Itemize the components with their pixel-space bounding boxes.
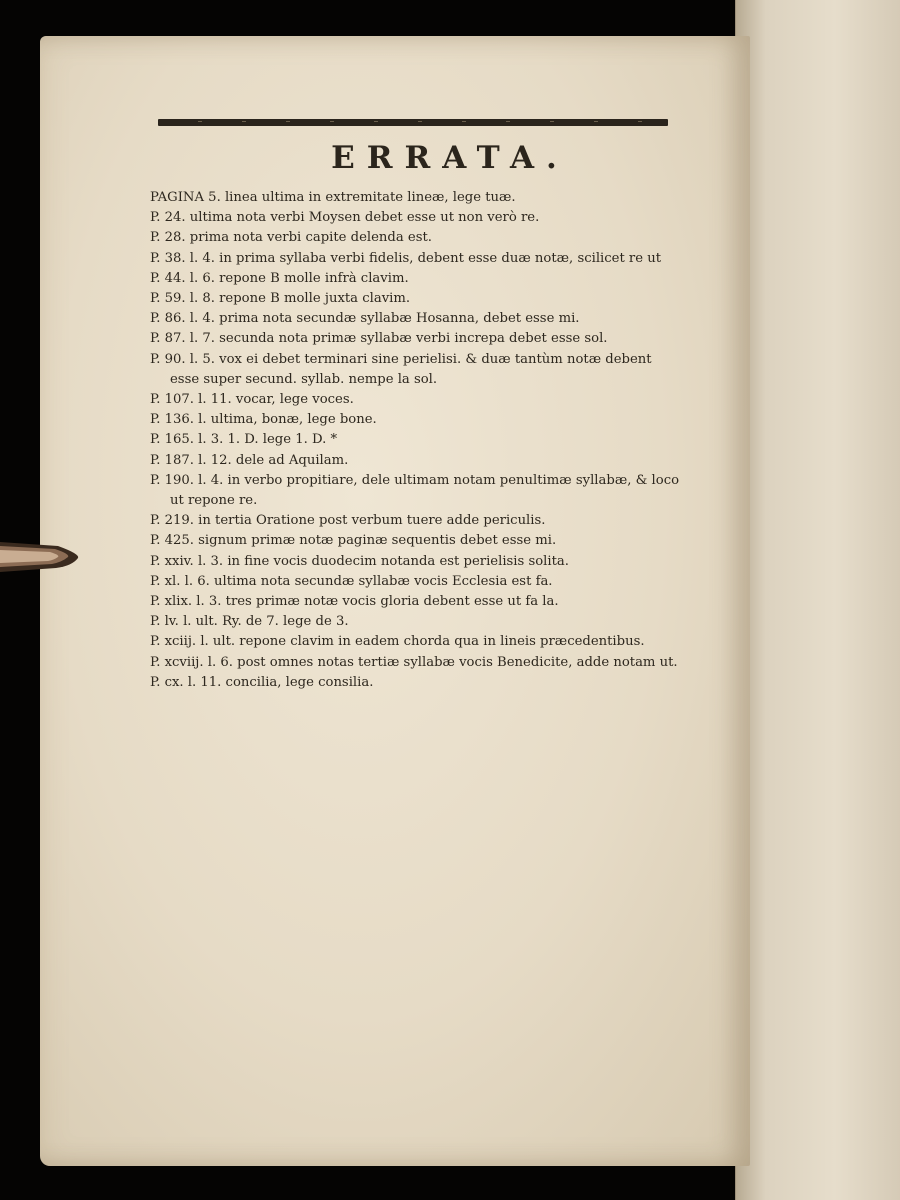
errata-entry: P. xxiv. l. 3. in fine vocis duodecim notanda est perielisis solita.: [150, 553, 569, 569]
errata-entry: P. 90. l. 5. vox ei debet terminari sine perielisi. & duæ tantùm notæ debent esse super secund. syllab. nempe la sol.: [150, 351, 652, 387]
errata-entry: P. lv. l. ult. Ry. de 7. lege de 3.: [150, 614, 349, 630]
errata-entry: P. xl. l. 6. ultima nota secundæ syllabæ vocis Ecclesia est fa.: [150, 573, 553, 589]
bookmark-ribbon: [0, 536, 82, 576]
errata-entry: PAGINA 5. linea ultima in extremitate lineæ, lege tuæ.: [150, 190, 516, 205]
errata-entry: P. 86. l. 4. prima nota secundæ syllabæ Hosanna, debet esse mi.: [150, 311, 580, 327]
errata-entry: P. 107. l. 11. vocar, lege voces.: [150, 392, 354, 408]
errata-entry: P. 28. prima nota verbi capite delenda est.: [150, 230, 432, 246]
errata-entry: P. 190. l. 4. in verbo propitiare, dele ultimam notam penultimæ syllabæ, & loco ut repone re.: [150, 472, 680, 509]
errata-entry: P. xlix. l. 3. tres primæ notæ vocis gloria debent esse ut fa la.: [150, 594, 559, 610]
header-rule: [158, 119, 668, 126]
errata-list: [150, 188, 680, 693]
errata-entry: P. 165. l. 3. 1. D. lege 1. D. *: [150, 432, 338, 448]
errata-entry: P. 136. l. ultima, bonæ, lege bone.: [150, 412, 377, 428]
adjacent-page-edge: [735, 0, 900, 1200]
errata-entry: P. 425. signum primæ notæ paginæ sequentis debet esse mi.: [150, 533, 557, 549]
errata-entry: P. xciij. l. ult. repone clavim in eadem chorda qua in lineis præcedentibus.: [150, 634, 645, 650]
errata-entry: P. 219. in tertia Oratione post verbum tuere adde periculis.: [150, 513, 546, 529]
errata-entry: P. 24. ultima nota verbi Moysen debet esse ut non verò re.: [150, 210, 540, 226]
errata-entry: P. 87. l. 7. secunda nota primæ syllabæ verbi increpa debet esse sol.: [150, 331, 608, 347]
errata-entry: P. xcviij. l. 6. post omnes notas tertiæ syllabæ vocis Benedicite, adde notam ut.: [150, 654, 678, 670]
errata-entry: P. cx. l. 11. concilia, lege consilia.: [150, 674, 374, 690]
errata-entry: P. 59. l. 8. repone B molle juxta clavim.: [150, 291, 411, 307]
errata-entry: P. 44. l. 6. repone B molle infrà clavim.: [150, 270, 409, 286]
errata-entry: P. 38. l. 4. in prima syllaba verbi fidelis, debent esse duæ notæ, scilicet re ut: [150, 250, 662, 266]
errata-entry: P. 187. l. 12. dele ad Aquilam.: [150, 452, 349, 468]
page-title: ERRATA.: [331, 140, 569, 176]
